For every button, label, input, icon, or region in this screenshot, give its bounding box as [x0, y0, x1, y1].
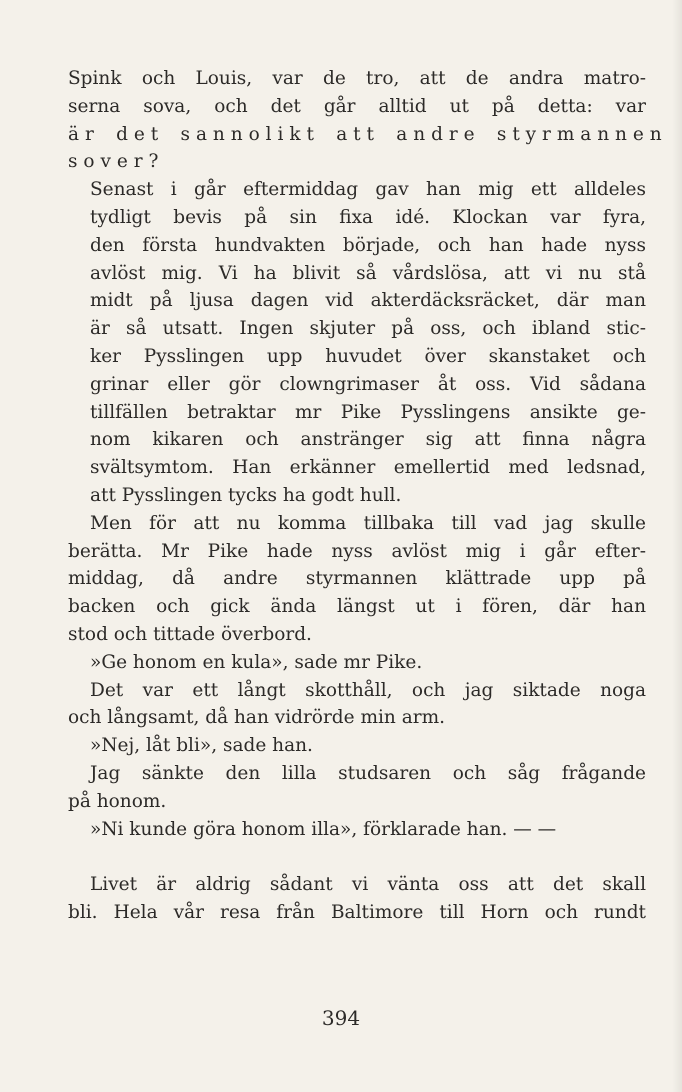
- text-line: på honom.: [68, 790, 167, 812]
- text-line: är så utsatt. Ingen skjuter på oss, och ibland stic-: [90, 318, 646, 340]
- paragraph: [68, 510, 646, 649]
- text-line: Det var ett långt skotthåll, och jag siktade noga: [90, 679, 646, 701]
- text-line: den första hundvakten började, och han hade nyss: [90, 234, 646, 256]
- paragraph: [68, 176, 646, 510]
- text-line: backen och gick ända längst ut i fören, där han: [68, 596, 646, 618]
- page-edge-shadow: [672, 0, 682, 1092]
- text-line: »Ni kunde göra honom illa», förklarade han. — —: [90, 818, 557, 840]
- text-line: serna sova, och det går alltid ut på detta: var: [68, 95, 646, 117]
- text-line: Spink och Louis, var de tro, att de andra matro-: [68, 68, 646, 89]
- paragraph: [68, 871, 646, 927]
- text-line: avlöst mig. Vi ha blivit så vårdslösa, att vi nu stå: [90, 262, 646, 284]
- text-line: »Ge honom en kula», sade mr Pike.: [90, 651, 423, 673]
- text-line: svältsymtom. Han erkänner emellertid med ledsnad,: [90, 457, 646, 479]
- text-line: och långsamt, då han vidrörde min arm.: [68, 707, 446, 729]
- text-line: nom kikaren och anstränger sig att finna några: [90, 429, 646, 451]
- paragraph: [68, 732, 646, 760]
- text-line: Jag sänkte den lilla studsaren och såg frågande: [90, 762, 646, 784]
- text-line: ker Pysslingen upp huvudet över skanstaket och: [90, 345, 646, 367]
- text-line: Livet är aldrig sådant vi vänta oss att det skall: [90, 874, 646, 896]
- paragraph: [68, 649, 646, 677]
- text-line: tillfällen betraktar mr Pike Pysslingens ansikte ge-: [90, 401, 646, 423]
- text-line: är det sannolikt att andre styrmannen: [68, 123, 668, 145]
- text-line: Senast i går eftermiddag gav han mig ett alldeles: [90, 179, 646, 201]
- text-line: tydligt bevis på sin fixa idé. Klockan var fyra,: [90, 206, 646, 228]
- text-line: »Nej, låt bli», sade han.: [90, 735, 313, 757]
- body-text: [68, 65, 668, 927]
- section-break: [68, 843, 646, 871]
- paragraph: [68, 760, 646, 816]
- text-line: berätta. Mr Pike hade nyss avlöst mig i går efter-: [68, 540, 646, 562]
- paragraph: [68, 65, 668, 176]
- page-number: 394: [321, 1006, 361, 1030]
- text-line: att Pysslingen tycks ha godt hull.: [90, 484, 402, 506]
- text-line: bli. Hela vår resa från Baltimore till Horn och rundt: [68, 901, 646, 923]
- text-line: sover?: [68, 151, 165, 173]
- text-line: midt på ljusa dagen vid akterdäcksräcket, där man: [90, 290, 646, 312]
- paragraph: [68, 816, 646, 844]
- text-line: Men för att nu komma tillbaka till vad jag skulle: [90, 512, 646, 534]
- paragraph: [68, 677, 646, 733]
- text-line: stod och tittade överbord.: [68, 623, 312, 645]
- text-line: middag, då andre styrmannen klättrade upp på: [68, 568, 646, 590]
- text-line: grinar eller gör clowngrimaser åt oss. Vid sådana: [90, 373, 646, 395]
